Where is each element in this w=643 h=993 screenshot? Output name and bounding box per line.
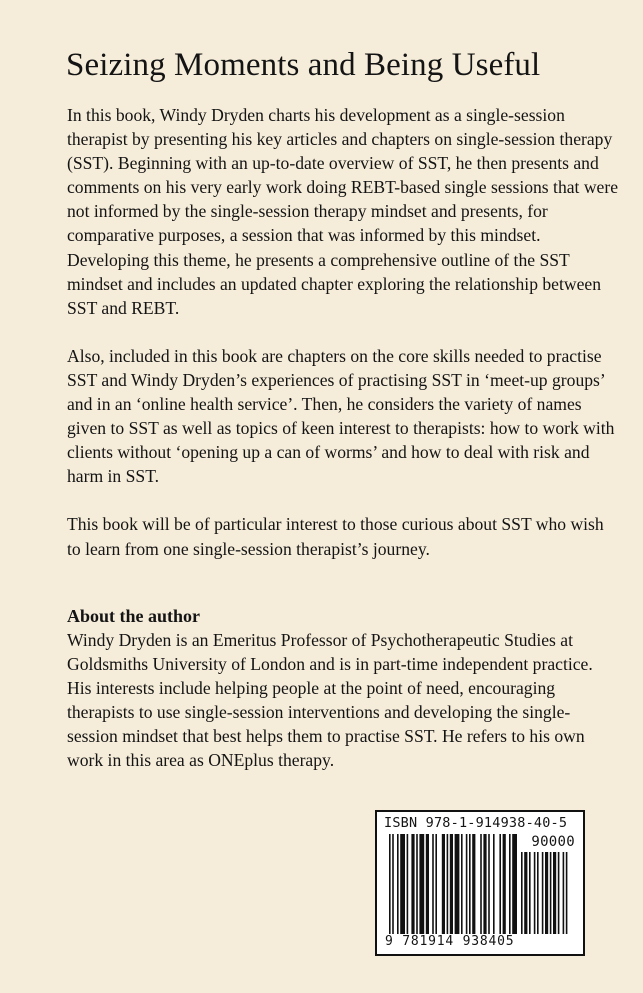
barcode-bar [432,834,434,934]
isbn-barcode [375,810,585,956]
barcode-bar [447,834,449,934]
barcode-bar [400,834,405,934]
barcode-bar [442,834,445,934]
barcode-bar [392,834,394,934]
barcode-bar [545,852,548,934]
isbn-label: ISBN 978-1-914938-40-5 [384,815,568,831]
barcode-bar [534,852,536,934]
barcode-bar [550,852,552,934]
barcode-bar [537,852,539,934]
barcode-bar [483,834,486,934]
barcode-bar [411,834,414,934]
barcode-bar [499,834,501,934]
barcode-bar [461,834,463,934]
about-author-heading: About the author [67,606,201,626]
barcode-bar [389,834,391,934]
barcode-bar [397,834,399,934]
barcode-bar [488,834,490,934]
barcode-bar [480,834,482,934]
barcode-bar [450,834,453,934]
barcode-bar [455,834,460,934]
blurb [67,103,619,585]
barcode-bar [407,834,409,934]
barcode-bar [466,834,468,934]
barcode-bar [563,852,565,934]
barcode-bar [472,834,475,934]
barcode-bar [558,852,560,934]
barcode-bar [542,852,544,934]
barcode-bar [529,852,531,934]
barcode-bar [426,834,429,934]
blurb-paragraph-2: Also, included in this book are chapters on the core skills needed to practise SST and Windy Dryden’s experiences of practising SST in ‘meet-up groups’ and in an ‘online health service’. Then, he considers the variety of names given to SST as well as topics of keen interest to therapists: how to work with clients without ‘opening up a can of worms’ and how to deal with risk and harm in SST. [67,345,615,487]
barcode-bar [416,834,418,934]
blurb-paragraph-3: This book will be of particular interest to those curious about SST who wish to learn from one single-session therapist’s journey. [67,514,604,559]
barcode-bar [503,834,506,934]
blurb-paragraph-1: In this book, Windy Dryden charts his development as a single-session therapist by presenting his key articles and chapters on single-session therapy (SST). Beginning with an up-to-date overview of SST, he then presents and comments on his very early work doing REBT-based single sessions that were not informed by the single-session therapy mindset and presents, for comparative purposes, a session that was informed by this mindset. Developing this theme, he presents a comprehensive outline of the SST mindset and includes an updated chapter exploring the relationship between SST and REBT. [67,105,619,318]
barcode-bar [469,834,471,934]
barcode-bar [493,834,495,934]
price-code: 90000 [531,834,575,850]
barcode-bar [524,852,527,934]
barcode-bar [553,852,556,934]
barcode-bar [566,852,568,934]
barcode-bar [512,834,517,934]
ean-digits: 9 781914 938405 [385,934,515,949]
barcode-bar [419,834,424,934]
barcode-bar [521,852,523,934]
barcode-bar [435,834,437,934]
barcode-bar [509,834,511,934]
about-author-section [67,604,619,773]
about-author-text: Windy Dryden is an Emeritus Professor of Psychotherapeutic Studies at Goldsmiths University of London and is in part-time independent practice. His interests include helping people at the point of need, encouraging therapists to use single-session interventions and developing the single-session mindset that best helps them to practise SST. He refers to his own work in this area as ONEplus therapy. [67,630,593,771]
book-title: Seizing Moments and Being Useful [66,47,541,83]
